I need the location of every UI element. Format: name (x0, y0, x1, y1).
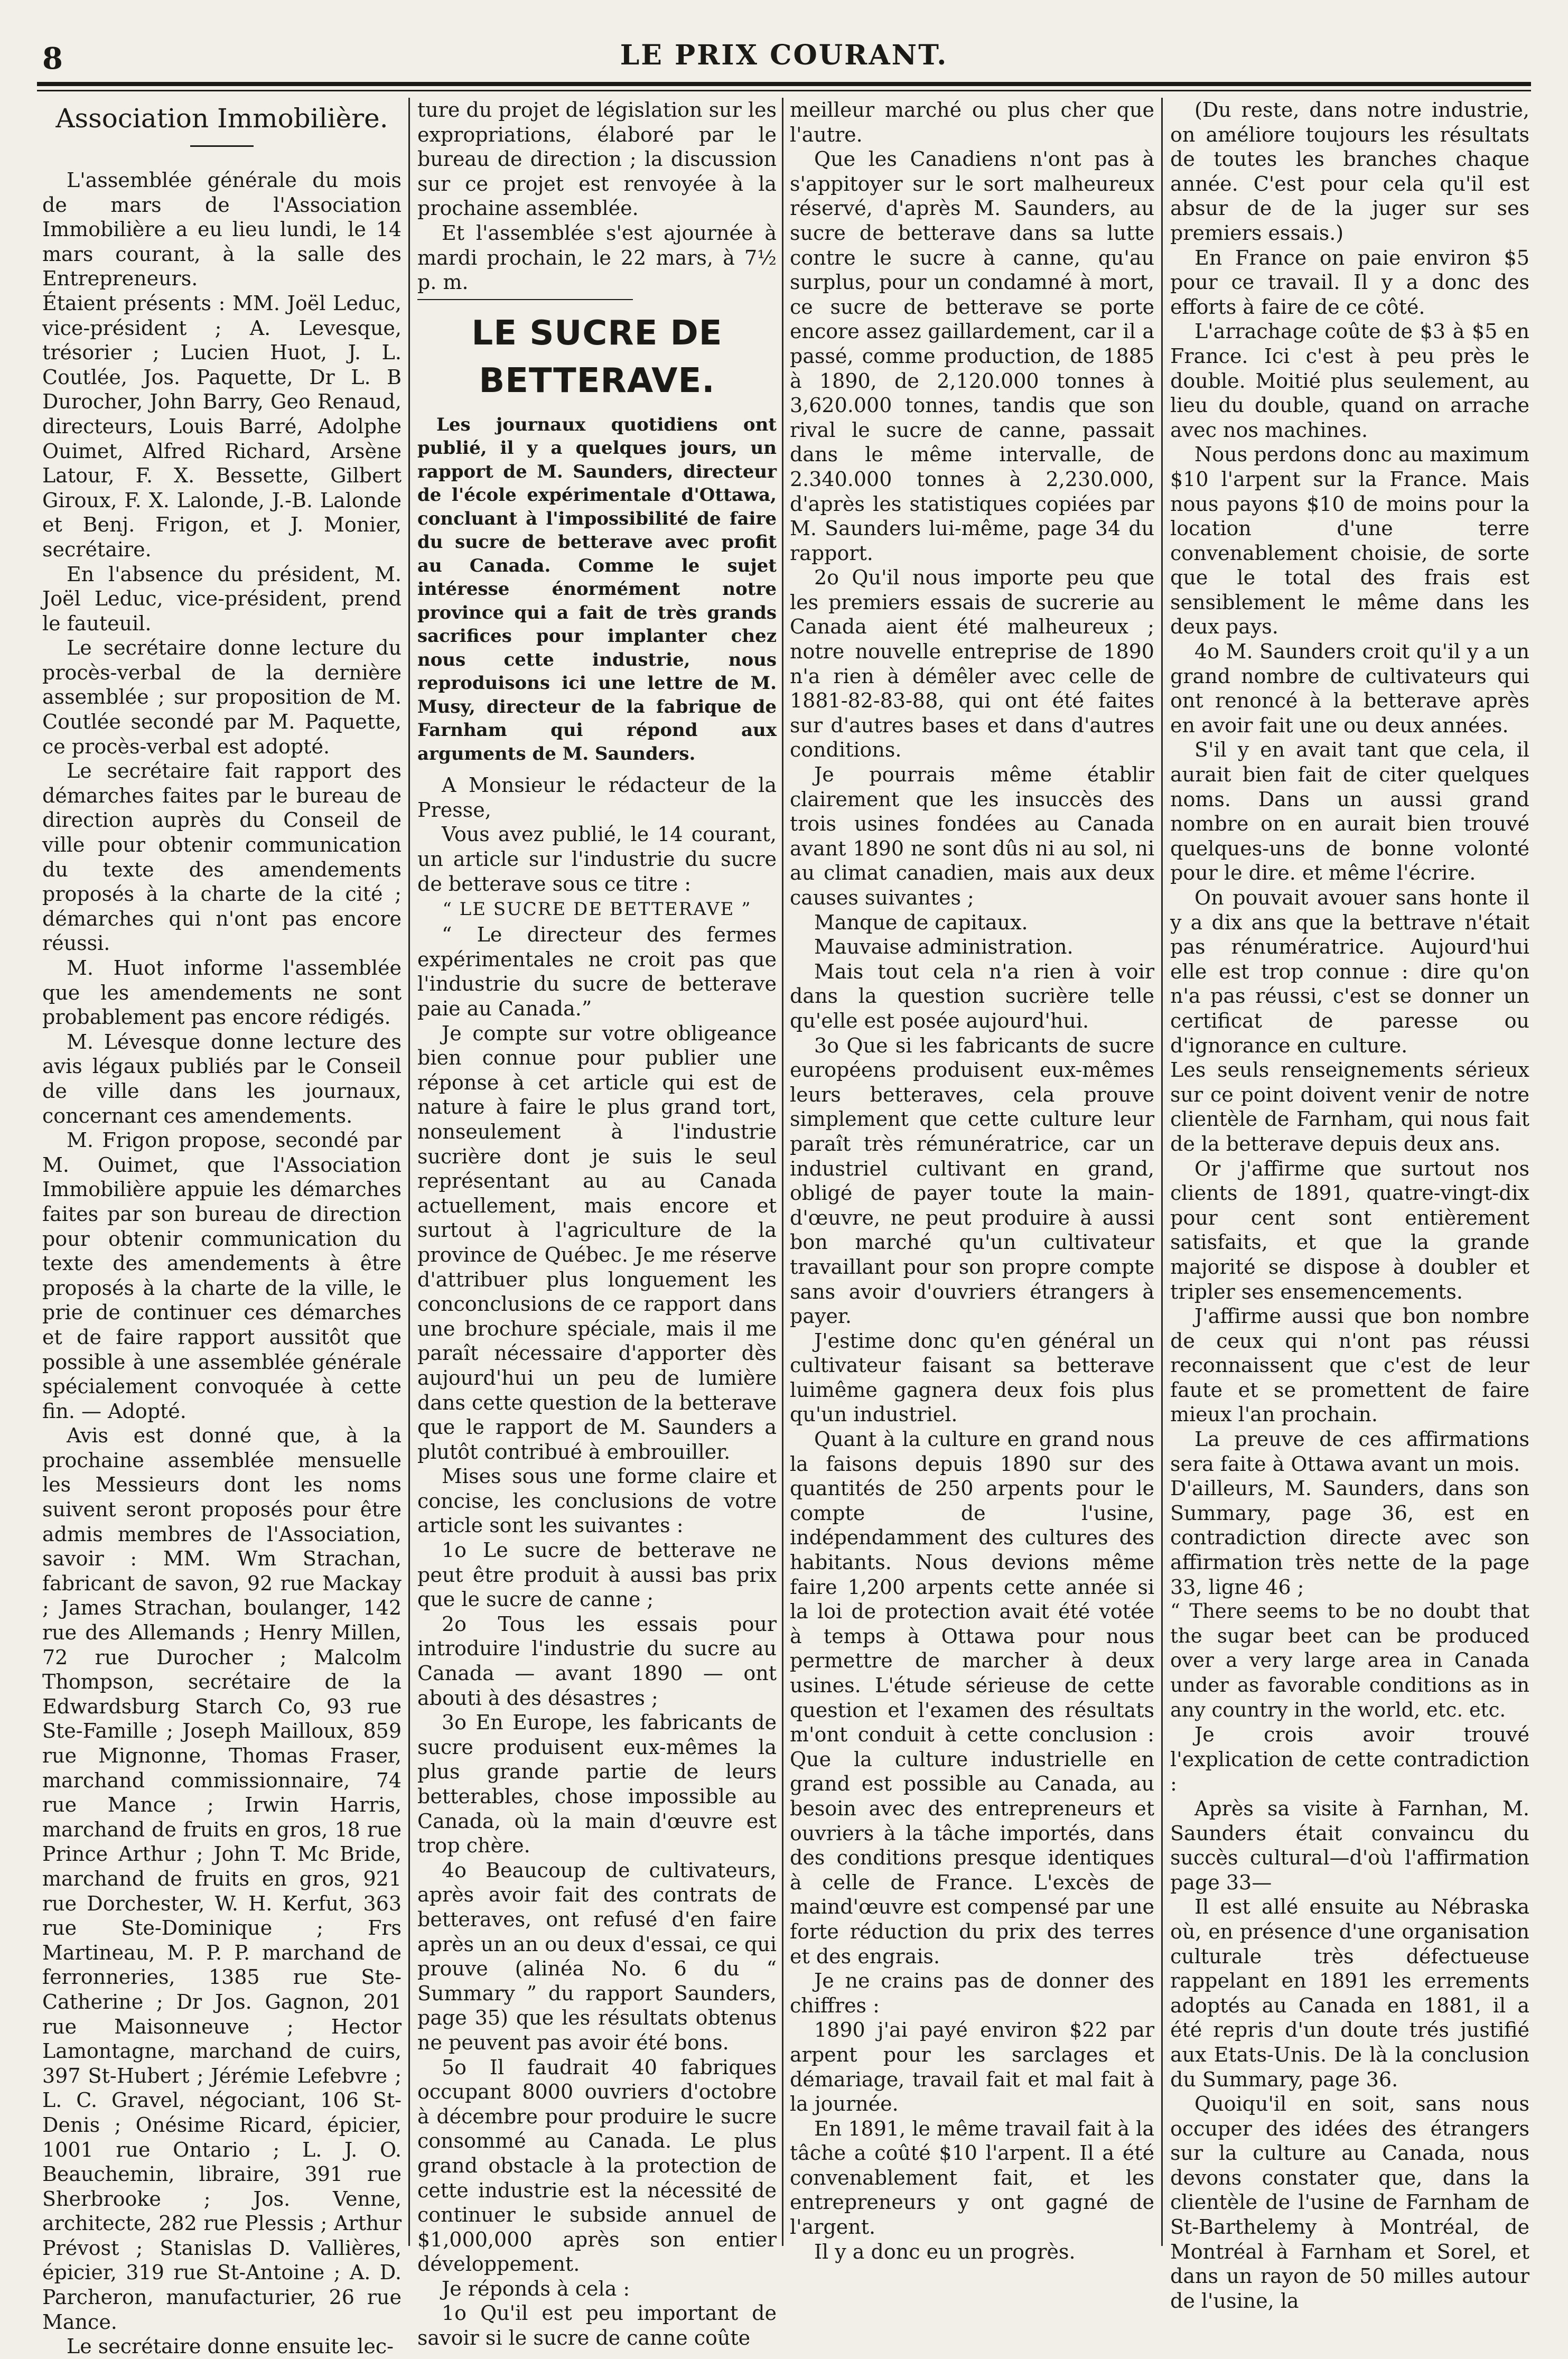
paragraph: Mises sous une forme claire et concise, les conclusions de votre article sont les suivantes : (417, 1465, 777, 1537)
paragraph: Or j'affirme que surtout nos clients de 1891, quatre-vingt-dix pour cent sont entièrement satisfaits, et que la grande majorité se dispose à doubler et tripler ses ensemencements. (1170, 1157, 1529, 1303)
column-1 (42, 98, 402, 2358)
paragraph: S'il y en avait tant que cela, il aurait bien fait de citer quelques noms. Dans un aussi grand nombre on en aurait bien trouvé quelques-uns de bonne volonté pour le dire. et même l'écrire. (1170, 738, 1529, 885)
paragraph: Le secrétaire fait rapport des démarches faites par le bureau de direction auprès du Conseil de ville pour obtenir communication du texte des amendements proposés à la charte de la cité ; démarches qui n'ont pas encore réussi. (42, 759, 402, 955)
title-rule (190, 145, 254, 147)
paragraph: Quant à la culture en grand nous la faisons depuis 1890 sur des quantités de 250 arpents pour le compte de l'usine, indépendamment des cultures des habitants. Nous devions même faire 1,200 arpents cette année si la loi de protection avait été votée à temps à Ottawa pour nous permettre de marcher à deux usines. L'étude sérieuse de cette question et l'examen des résultats m'ont conduit à cette conclusion : Que la culture industrielle en grand est possible au Canada, au besoin avec des entrepreneurs et ouvriers à la tâche importés, dans des conditions presque identiques à celle de France. L'excès de maind'œuvre est compensé par une forte réduction du prix des terres et des engrais. (790, 1428, 1154, 1968)
paragraph: Je ne crains pas de donner des chiffres : (790, 1969, 1154, 2017)
letter-salutation: A Monsieur le rédacteur de la Presse, (417, 773, 777, 822)
page-header (37, 32, 1531, 79)
paragraph: Avis est donné que, à la prochaine assemblée mensuelle les Messieurs dont les noms suivent seront proposés pour être admis membres de l'Association, savoir : MM. Wm Strachan, fabricant de savon, 92 rue Mackay ; James Strachan, boulanger, 142 rue des Allemands ; Henry Millen, 72 rue Durocher ; Malcolm Thompson, secrétaire de la Edwardsburg Starch Co, 93 rue Ste-Famille ; Joseph Mailloux, 859 rue Mignonne, Thomas Fraser, marchand commissionnaire, 74 rue Mance ; Irwin Harris, marchand de fruits en gros, 18 rue Prince Arthur ; John T. Mc Bride, marchand de fruits en gros, 921 rue Dorchester, W. H. Kerfut, 363 rue Ste-Dominique ; Frs Martineau, M. P. P. marchand de ferronneries, 1385 rue Ste-Catherine ; Dr Jos. Gagnon, 201 rue Maisonneuve ; Hector Lamontagne, marchand de cuirs, 397 St-Hubert ; Jérémie Lefebvre ; L. C. Gravel, négociant, 106 St-Denis ; Onésime Ricard, épicier, 1001 rue Ontario ; L. J. O. Beauchemin, libraire, 391 rue Sherbrooke ; Jos. Venne, architecte, 282 rue Plessis ; Arthur Prévost ; Stanislas D. Vallières, épicier, 319 rue St-Antoine ; A. D. Parcheron, manufacturier, 26 rue Mance. (42, 1424, 402, 2334)
column-divider (1161, 98, 1163, 2246)
paragraph: Après sa visite à Farnhan, M. Saunders était convaincu du succès cultural—d'où l'affirmation page 33— (1170, 1796, 1529, 1894)
paragraph: M. Lévesque donne lecture des avis légaux publiés par le Conseil de ville dans les journaux, concernant ces amendements. (42, 1030, 402, 1127)
paragraph: 2o Qu'il nous importe peu que les premiers essais de sucrerie au Canada aient été malheureux ; notre nouvelle entreprise de 1890 n'a rien à démêler avec celle de 1881-82-83-88, qui ont été faites sur d'autres bases et dans d'autres conditions. (790, 566, 1154, 762)
paragraph: L'arrachage coûte de $3 à $5 en France. Ici c'est à peu près le double. Moitié plus seulement, au lieu du double, quand on arrache avec nos machines. (1170, 320, 1529, 442)
paragraph: La preuve de ces affirmations sera faite à Ottawa avant un mois. (1170, 1428, 1529, 1476)
page-number: 8 (42, 41, 63, 76)
paragraph: En France on paie environ $5 pour ce travail. Il y a donc des efforts à faire de ce côté. (1170, 246, 1529, 319)
paragraph: Mais tout cela n'a rien à voir dans la question sucrière telle qu'elle est posée aujourd'hui. (790, 959, 1154, 1032)
column-3 (790, 98, 1154, 2263)
paragraph: J'estime donc qu'en général un cultivateur faisant sa betterave luimême gagnera deux fois plus qu'un industriel. (790, 1329, 1154, 1426)
paragraph: Manque de capitaux. (814, 910, 1028, 934)
paragraph: (Du reste, dans notre industrie, on améliore toujours les résultats de toutes les branches chaque année. C'est pour cela qu'il est absur de de la juger sur ses premiers essais.) (1170, 98, 1529, 245)
paragraph: ture du projet de législation sur les expropriations, élaboré par le bureau de direction ; la discussion sur ce projet est renvoyée à la prochaine assemblée. (417, 98, 777, 220)
column-2 (417, 98, 777, 2350)
column-4 (1170, 98, 1529, 2313)
paragraph: J'affirme aussi que bon nombre de ceux qui n'ont pas réussi reconnaissent que c'est de leur faute et se promettent de faire mieux l'an prochain. (1170, 1304, 1529, 1426)
paragraph: D'ailleurs, M. Saunders, dans son Summary, page 36, est en contradiction directe avec son affirmation très nette de la page 33, ligne 46 ; (1170, 1477, 1529, 1599)
paragraph: 5o Il faudrait 40 fabriques occupant 8000 ouvriers d'octobre à décembre pour produire le sucre consommé au Canada. Le plus grand obstacle à la protection de cette industrie est la nécessité de continuer le subside annuel de $1,000,000 après son entier développement. (417, 2055, 777, 2276)
paragraph: Vous avez publié, le 14 courant, un article sur l'industrie du sucre de betterave sous ce titre : (417, 823, 777, 896)
paragraph: Les seuls renseignements sérieux sur ce point doivent venir de notre clientèle de Farnham, qui nous fait de la betterave depuis deux ans. (1170, 1058, 1529, 1155)
paragraph: 4o Beaucoup de cultivateurs, après avoir fait des contrats de betteraves, ont refusé d'en faire après un an ou deux d'essai, ce qui prouve (alinéa No. 6 du “ Summary ” du rapport Saunders, page 35) que les résultats obtenus ne peuvent pas avoir été bons. (417, 1858, 777, 2054)
paragraph: 3o Que si les fabricants de sucre européens produisent eux-mêmes leurs betteraves, cela prouve simplement que cette culture leur paraît très rémunératrice, car un industriel cultivant en grand, obligé de payer toute la main-d'œuvre, ne peut produire à aussi bon marché qu'un cultivateur travaillant pour son propre compte sans avoir d'ouvriers étrangers à payer. (790, 1033, 1154, 1328)
paragraph: Étaient présents : MM. Joël Leduc, vice-président ; A. Levesque, trésorier ; Lucien Huot, J. L. Coutlée, Jos. Paquette, Dr L. B Durocher, John Barry, Geo Renaud, directeurs, Louis Barré, Adolphe Ouimet, Alfred Richard, Arsène Latour, F. X. Bessette, Gilbert Giroux, F. X. Lalonde, J.-B. Lalonde et Benj. Frigon, et J. Monier, secrétaire. (42, 291, 402, 561)
paragraph: Je pourrais même établir clairement que les insuccès des trois usines fondées au Canada avant 1890 ne sont dûs ni au sol, ni au climat canadien, mais aux deux causes suivantes ; (790, 763, 1154, 909)
paragraph: M. Frigon propose, secondé par M. Ouimet, que l'Association Immobilière appuie les démarches faites par son bureau de direction pour obtenir communication du texte des amendements à être proposés à la charte de la ville, le prie de continuer ces démarches et de faire rapport aussitôt que possible à une assemblée générale spécialement convoquée à cette fin. — Adopté. (42, 1129, 402, 1423)
paragraph: Le secrétaire donne ensuite lec- (67, 2335, 394, 2358)
paragraph: Mauvaise administration. (814, 935, 1074, 959)
header-rule-thin (37, 90, 1531, 91)
paragraph: M. Huot informe l'assemblée que les amendements ne sont probablement pas encore rédigés. (42, 956, 402, 1029)
paragraph: Il y a donc eu un progrès. (814, 2240, 1076, 2263)
paragraph: 1890 j'ai payé environ $22 par arpent pour les sarclages et démariage, travail fait et mal fait à la journée. (790, 2018, 1154, 2116)
paragraph: meilleur marché ou plus cher que l'autre. (790, 98, 1154, 146)
paragraph: L'assemblée générale du mois de mars de l'Association Immobilière a eu lieu lundi, le 14 mars courant, à la salle des Entrepreneurs. (42, 169, 402, 291)
article-intro: Les journaux quotidiens ont publié, il y a quelques jours, un rapport de M. Saunders, directeur de l'école expérimentale d'Ottawa, concluant à l'impossibilité de faire du sucre de betterave avec profit au Canada. Comme le sujet intéresse énormément notre province qui a fait de très grands sacrifices pour implanter chez nous cette industrie, nous reproduisons ici une lettre de M. Musy, directeur de la fabrique de Farnham qui répond aux arguments de M. Saunders. (417, 414, 777, 764)
paragraph: Quoiqu'il en soit, sans nous occuper des idées des étrangers sur la culture au Canada, nous devons constater que, dans la clientèle de l'usine de Farnham de St-Barthelemy à Montréal, de Montréal à Farnham et Sorel, et dans un rayon de 50 milles autour de l'usine, la (1170, 2092, 1529, 2313)
paragraph: Je compte sur votre obligeance bien connue pour publier une réponse à cet article qui est de nature à faire le plus grand tort, nonseulement à l'industrie sucrière dont je suis le seul représentant au au Canada actuellement, mais encore et surtout à l'agriculture de la province de Québec. Je me réserve d'attribuer plus longuement les conconclusions de ce rapport dans une brochure spéciale, mais il me paraît nécessaire d'apporter dès aujourd'hui un peu de lumière dans cette question de la betterave que le rapport de M. Saunders a plutôt contribué à embrouiller. (417, 1021, 777, 1463)
quoted-title: “ LE SUCRE DE BETTERAVE ” (442, 899, 752, 920)
header-rule-thick (37, 82, 1531, 86)
paragraph: 4o M. Saunders croit qu'il y a un grand nombre de cultivateurs qui ont renoncé à la betterave après en avoir fait une ou deux années. (1170, 640, 1529, 737)
running-head: LE PRIX COURANT. (620, 39, 948, 71)
paragraph: 2o Tous les essais pour introduire l'industrie du sucre au Canada — avant 1890 — ont abouti à des désastres ; (417, 1612, 777, 1710)
paragraph: Je crois avoir trouvé l'explication de cette contradiction : (1170, 1723, 1529, 1796)
section-divider (417, 299, 633, 300)
paragraph: On pouvait avouer sans honte il y a dix ans que la bettrave n'était pas rénumératrice. Aujourd'hui elle est trop connue : dire qu'on n'a pas réussi, c'est se donner un certificat de paresse ou d'ignorance en culture. (1170, 886, 1529, 1057)
column-divider (782, 98, 783, 2246)
article-title: LE SUCRE DE BETTERAVE. (471, 313, 723, 400)
paragraph: Et l'assemblée s'est ajournée à mardi prochain, le 22 mars, à 7½ p. m. (417, 221, 777, 294)
paragraph: Je réponds à cela : (442, 2277, 630, 2300)
paragraph: 3o En Europe, les fabricants de sucre produisent eux-mêmes la plus grande partie de leurs betterables, chose impossible au Canada, où la main d'œuvre est trop chère. (417, 1711, 777, 1858)
english-quote: “ There seems to be no doubt that the sugar beet can be produced over a very large area in Canada under as favorable conditions as in any country in the world, etc. etc. (1170, 1600, 1529, 1721)
paragraph: En l'absence du président, M. Joël Leduc, vice-président, prend le fauteuil. (42, 562, 402, 635)
column-divider (408, 98, 410, 2246)
paragraph: Il est allé ensuite au Nébraska où, en présence d'une organisation culturale très défectueuse rappelant en 1891 les errements adoptés au Canada en 1881, il a été repris d'un doute trés justifié aux Etats-Unis. De là la conclusion du Summary, page 36. (1170, 1895, 1529, 2091)
section-title: Association Immobilière. (55, 103, 388, 134)
paragraph: 1o Qu'il est peu important de savoir si le sucre de canne coûte (417, 2301, 777, 2350)
paragraph: 1o Le sucre de betterave ne peut être produit à aussi bas prix que le sucre de canne ; (417, 1539, 777, 1611)
paragraph: Nous perdons donc au maximum $10 l'arpent sur la France. Mais nous payons $10 de moins pour la location d'une terre convenablement choisie, de sorte que le total des frais est sensiblement le même dans les deux pays. (1170, 443, 1529, 639)
paragraph: Que les Canadiens n'ont pas à s'appitoyer sur le sort malheureux réservé, d'après M. Saunders, au sucre de betterave dans sa lutte contre le sucre à canne, qu'au surplus, pour un condamné à mort, ce sucre de betterave se porte encore assez gaillardement, car il a passé, comme production, de 1885 à 1890, de 2,120.000 tonnes à 3,620.000 tonnes, tandis que son rival le sucre de canne, passait dans le même intervalle, de 2.340.000 tonnes à 2,230.000, d'après les statistiques copiées par M. Saunders lui-même, page 34 du rapport. (790, 147, 1154, 565)
paragraph: Le secrétaire donne lecture du procès-verbal de la dernière assemblée ; sur proposition de M. Coutlée secondé par M. Paquette, ce procès-verbal est adopté. (42, 636, 402, 758)
article-intro-block (417, 413, 777, 766)
paragraph: En 1891, le même travail fait à la tâche a coûté $10 l'arpent. Il a été convenablement fait, et les entrepreneurs y ont gagné de l'argent. (790, 2116, 1154, 2239)
paragraph: “ Le directeur des fermes expérimentales ne croit pas que l'industrie du sucre de betterave paie au Canada.” (417, 923, 777, 1020)
